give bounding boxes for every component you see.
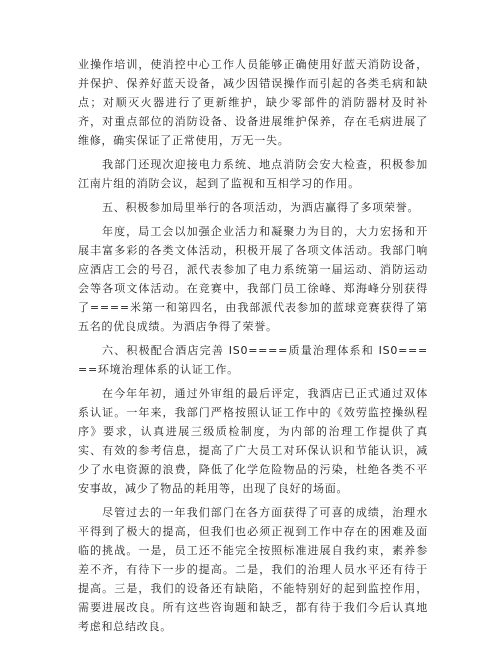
paragraph-certification: 在今年年初，通过外审组的最后评定，我酒店已正式通过双体系认证。一年来，我部门严格按照认证工作中的《效劳监控操纵程序》要求，认真进展三级质检制度，为内部的治理工作提供了真实、有效的参考信息，提高了广大员工对环保认识和节能认识，减少了水电资源的浪费，降低了化学危险物品的污染，杜绝各类不平安事故，减少了物品的耗用等，出现了良好的场面。 xyxy=(78,387,428,495)
section-heading-five: 五、积极参加局里举行的各项活动，为酒店赢得了多项荣誉。 xyxy=(102,201,420,214)
paragraph-summary-challenges: 尽管过去的一年我们部门在各方面获得了可喜的成绩，治理水平得到了极大的提高，但我们也必须正视到工作中存在的困难及面临的挑战。一是，员工还不能完全按照标准进展自我约束，素养参差不齐，有待下一步的提高。二是，我们的治理人员水平还有待于提高。三是，我们的设备还有缺陷，不能特别好的起到监控作用，需要进展改良。所有这些咨询题和缺乏，都有待于我们今后认真地考虑和总结改良。 xyxy=(78,506,428,633)
section-heading-six: 六、积极配合酒店完善 IS0====质量治理体系和 IS0=====环境治理体系的认证工作。 xyxy=(78,344,428,376)
paragraph-equipment-maintenance: 业操作培训，使消控中心工作人员能够正确使用好蓝天消防设备，并保护、保养好蓝天设备，减少因错误操作而引起的各类毛病和缺点；对顺灭火器进行了更新维护，缺少零部件的消防器材及时补齐，对重点部位的消防设备、设备进展维护保养，存在毛病进展了维修，确实保证了正常使用，万无一失。 xyxy=(78,58,428,147)
document-page xyxy=(78,55,428,641)
paragraph-fire-inspection: 我部门还现次迎接电力系统、地点消防会安大检查，积极参加江南片组的消防会议，起到了监视和互相学习的作用。 xyxy=(78,158,428,190)
paragraph-sports-activities: 年度，局工会以加强企业活力和凝聚力为目的，大力宏扬和开展丰富多彩的各类文体活动，积极开展了各项文体活动。我部门响应酒店工会的号召，派代表参加了电力系统第一届运动、消防运动会等各项文体活动。在竞赛中，我部门员工徐峰、郑海峰分别获得了====米第一和第四名，由我部派代表参加的蓝球竞赛获得了第五名的优良成绩。为酒店争得了荣誉。 xyxy=(78,225,428,333)
